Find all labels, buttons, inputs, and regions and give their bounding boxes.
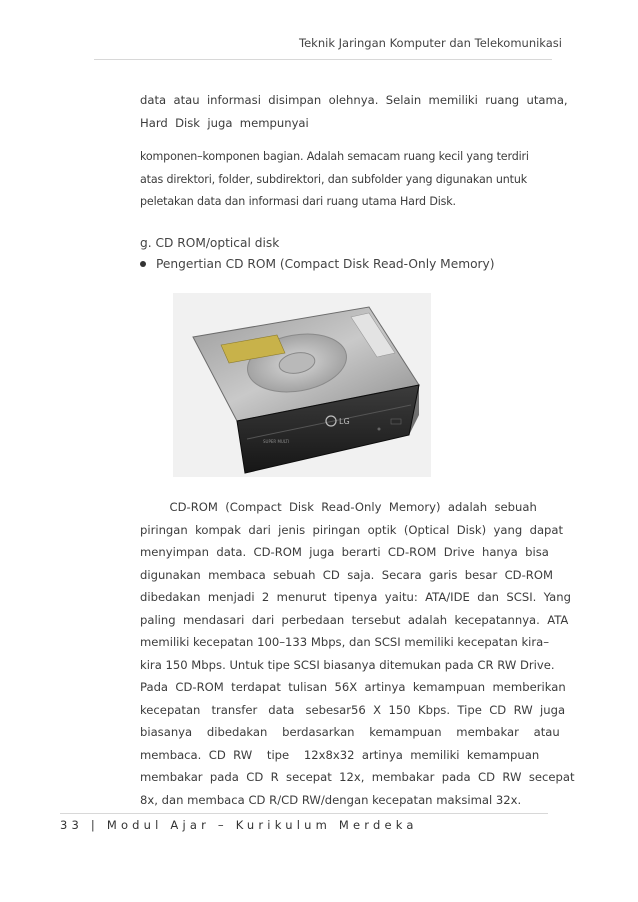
text-line: 8x, dan membaca CD R/CD RW/dengan kecepatan maksimal 32x.: [140, 792, 522, 807]
text-line: dibedakan menjadi 2 menurut tipenya yaitu: ATA/IDE dan SCSI. Yang: [140, 590, 571, 604]
bullet-icon: [140, 261, 146, 267]
text-line: CD-ROM (Compact Disk Read-Only Memory) adalah sebuah: [140, 500, 537, 514]
text-line: kecepatan transfer data sebesar56 X 150 Kbps. Tipe CD RW juga: [140, 702, 566, 717]
paragraph-hard-disk-intro: [140, 89, 568, 134]
text-line: komponen–komponen bagian. Adalah semacam ruang kecil yang terdiri: [140, 150, 529, 163]
text-line: membaca. CD RW tipe 12x8x32 artinya memiliki kemampuan: [140, 747, 540, 762]
text-line: Hard Disk juga mempunyai: [140, 115, 309, 130]
text-line: kira 150 Mbps. Untuk tipe SCSI biasanya ditemukan pada CR RW Drive.: [140, 657, 555, 672]
text-line: memiliki kecepatan 100–133 Mbps, dan SCSI memiliki kecepatan kira–: [140, 635, 550, 649]
text-line: paling mendasari dari perbedaan tersebut adalah kecepatannya. ATA: [140, 612, 569, 627]
text-line: peletakan data dan informasi dari ruang utama Hard Disk.: [140, 195, 456, 208]
text-line: atas direktori, folder, subdirektori, dan subfolder yang digunakan untuk: [140, 172, 528, 186]
text-line: membakar pada CD R secepat 12x, membakar pada CD RW secepat: [140, 770, 575, 784]
bullet-item: [140, 257, 495, 271]
text-line: Pada CD-ROM terdapat tulisan 56X artinya kemampuan memberikan: [140, 680, 566, 694]
cd-rom-drive-illustration: [173, 293, 431, 477]
bullet-text: Pengertian CD ROM (Compact Disk Read-Only Memory): [156, 257, 495, 271]
text-line: data atau informasi disimpan olehnya. Selain memiliki ruang utama,: [140, 93, 568, 107]
text-line: piringan kompak dari jenis piringan optik (Optical Disk) yang dapat: [140, 522, 564, 537]
page-footer: 33 | Modul Ajar – Kurikulum Merdeka: [60, 818, 418, 832]
paragraph-cd-rom-description: [140, 496, 575, 811]
text-line: digunakan membaca sebuah CD saja. Secara garis besar CD-ROM: [140, 567, 553, 582]
paragraph-hard-disk-components: [140, 146, 529, 214]
text-line: biasanya dibedakan berdasarkan kemampuan membakar atau: [140, 725, 560, 739]
header-divider: [94, 59, 552, 60]
cd-rom-drive-photo: [173, 293, 431, 477]
section-heading-cd-rom: g. CD ROM/optical disk: [140, 236, 280, 250]
footer-divider: [60, 813, 548, 814]
text-line: menyimpan data. CD-ROM juga berarti CD-ROM Drive hanya bisa: [140, 545, 549, 559]
lg-logo: LG: [339, 417, 350, 426]
svg-text:SUPER MULTI: SUPER MULTI: [263, 439, 290, 444]
page-header-title: Teknik Jaringan Komputer dan Telekomunikasi: [299, 36, 562, 50]
